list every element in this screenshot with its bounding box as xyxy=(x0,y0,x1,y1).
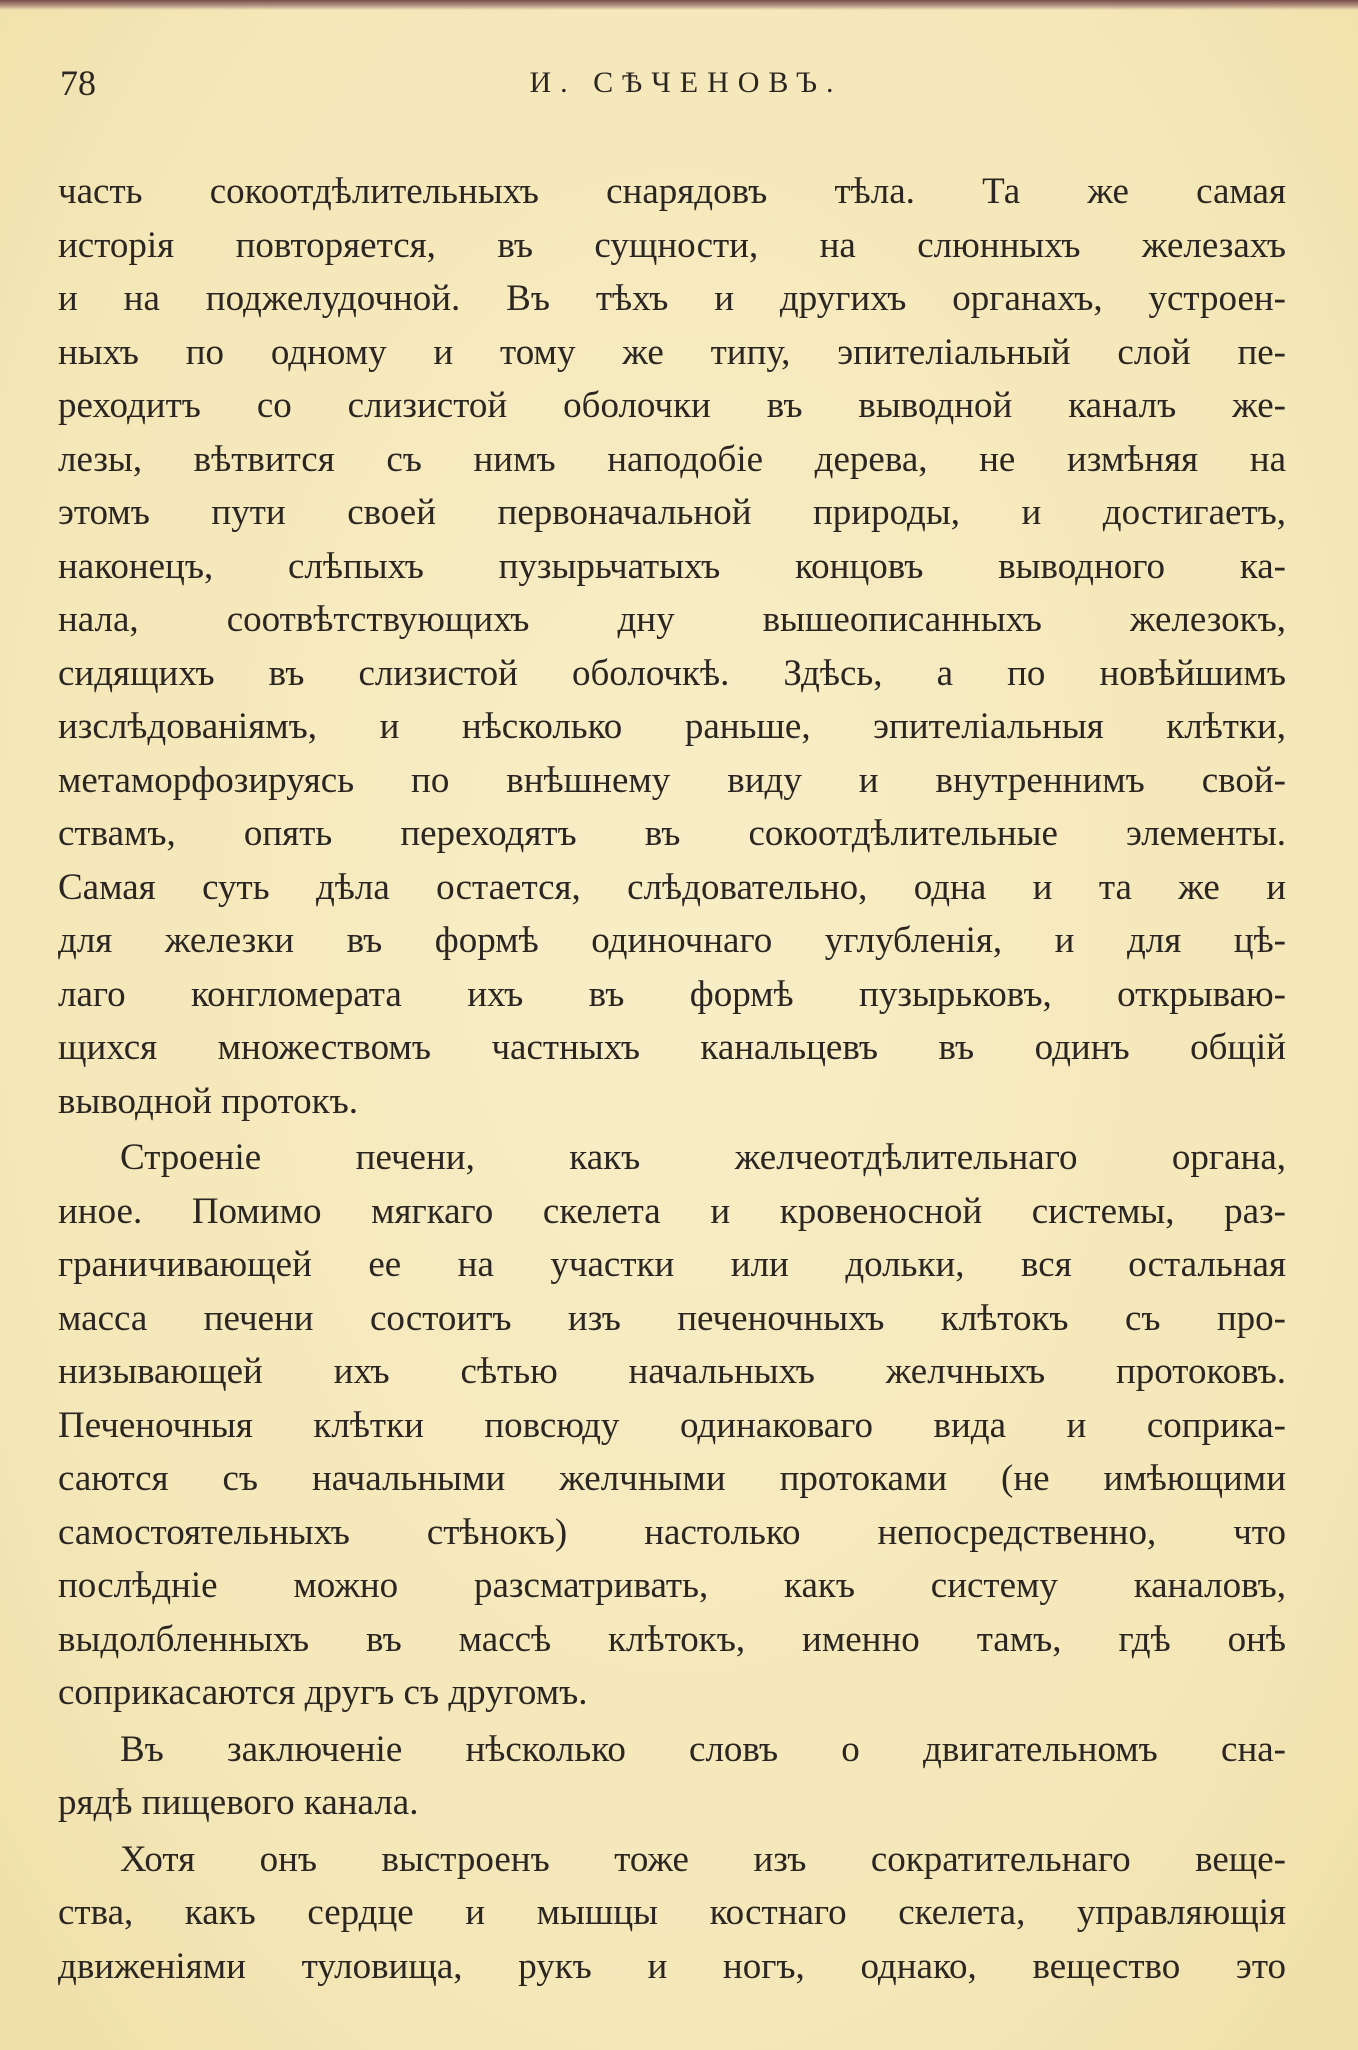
page-top-edge xyxy=(0,0,1358,10)
text-line: саются съ начальными желчными протоками (не имѣющими xyxy=(58,1458,1286,1499)
body-text xyxy=(58,165,1286,1993)
text-line: Хотя онъ выстроенъ тоже изъ сократительнаго веще- xyxy=(120,1838,1286,1880)
text-line: реходитъ со слизистой оболочки въ выводной каналъ же- xyxy=(58,385,1286,426)
text-line: для железки въ формѣ одиночнаго углубленія, и для цѣ- xyxy=(58,920,1286,961)
text-line: выводной протокъ. xyxy=(58,1080,359,1122)
text-line: самостоятельныхъ стѣнокъ) настолько непосредственно, что xyxy=(58,1511,1286,1553)
text-line: Печеночныя клѣтки повсюду одинаковаго вида и соприка- xyxy=(58,1404,1286,1446)
text-line: рядѣ пищевого канала. xyxy=(58,1782,419,1823)
text-line: метаморфозируясь по внѣшнему виду и внутреннимъ свой- xyxy=(58,759,1286,801)
text-line: щихся множествомъ частныхъ канальцевъ въ одинъ общій xyxy=(58,1027,1286,1068)
text-line: Строеніе печени, какъ желчеотдѣлительнаго органа, xyxy=(120,1137,1286,1178)
text-line: этомъ пути своей первоначальной природы, и достигаетъ, xyxy=(58,492,1286,533)
text-line: часть сокоотдѣлительныхъ снарядовъ тѣла. Та же самая xyxy=(58,171,1286,212)
running-title: И. СѢЧЕНОВЪ. xyxy=(529,66,843,99)
text-line: выдолбленныхъ въ массѣ клѣтокъ, именно тамъ, гдѣ онѣ xyxy=(58,1618,1286,1660)
text-line: ныхъ по одному и тому же типу, эпителіальный слой пе- xyxy=(58,331,1286,373)
text-line: исторія повторяется, въ сущности, на слюнныхъ железахъ xyxy=(58,224,1286,266)
running-head xyxy=(60,58,1292,108)
text-line: нала, соотвѣтствующихъ дну вышеописанныхъ железокъ, xyxy=(58,599,1286,640)
text-line: лаго конгломерата ихъ въ формѣ пузырьковъ, открываю- xyxy=(58,973,1286,1015)
page-number: 78 xyxy=(60,63,96,103)
text-line: сидящихъ въ слизистой оболочкѣ. Здѣсь, а по новѣйшимъ xyxy=(58,652,1286,694)
text-line: лезы, вѣтвится съ нимъ наподобіе дерева, не измѣняя на xyxy=(58,438,1286,480)
text-line: ствамъ, опять переходятъ въ сокоотдѣлительные элементы. xyxy=(58,813,1286,854)
text-line: движеніями туловища, рукъ и ногъ, однако, вещество это xyxy=(58,1945,1286,1987)
text-line: граничивающей ее на участки или дольки, вся остальная xyxy=(58,1244,1286,1285)
text-line: изслѣдованіямъ, и нѣсколько раньше, эпителіальныя клѣтки, xyxy=(58,706,1286,747)
text-line: Въ заключеніе нѣсколько словъ о двигательномъ сна- xyxy=(120,1728,1286,1770)
text-line: наконецъ, слѣпыхъ пузырьчатыхъ концовъ выводного ка- xyxy=(58,545,1286,587)
text-line: масса печени состоитъ изъ печеночныхъ клѣтокъ съ про- xyxy=(58,1297,1286,1339)
text-line: и на поджелудочной. Въ тѣхъ и другихъ органахъ, устроен- xyxy=(58,278,1286,319)
text-line: Самая суть дѣла остается, слѣдовательно, одна и та же и xyxy=(58,866,1286,908)
text-line: иное. Помимо мягкаго скелета и кровеносной системы, раз- xyxy=(58,1190,1286,1232)
text-line: соприкасаются другъ съ другомъ. xyxy=(58,1672,588,1713)
text-line: ства, какъ сердце и мышцы костнаго скелета, управляющія xyxy=(58,1892,1286,1933)
text-line: послѣдніе можно разсматривать, какъ систему каналовъ, xyxy=(58,1565,1286,1606)
text-line: низывающей ихъ сѣтью начальныхъ желчныхъ протоковъ. xyxy=(58,1351,1286,1392)
